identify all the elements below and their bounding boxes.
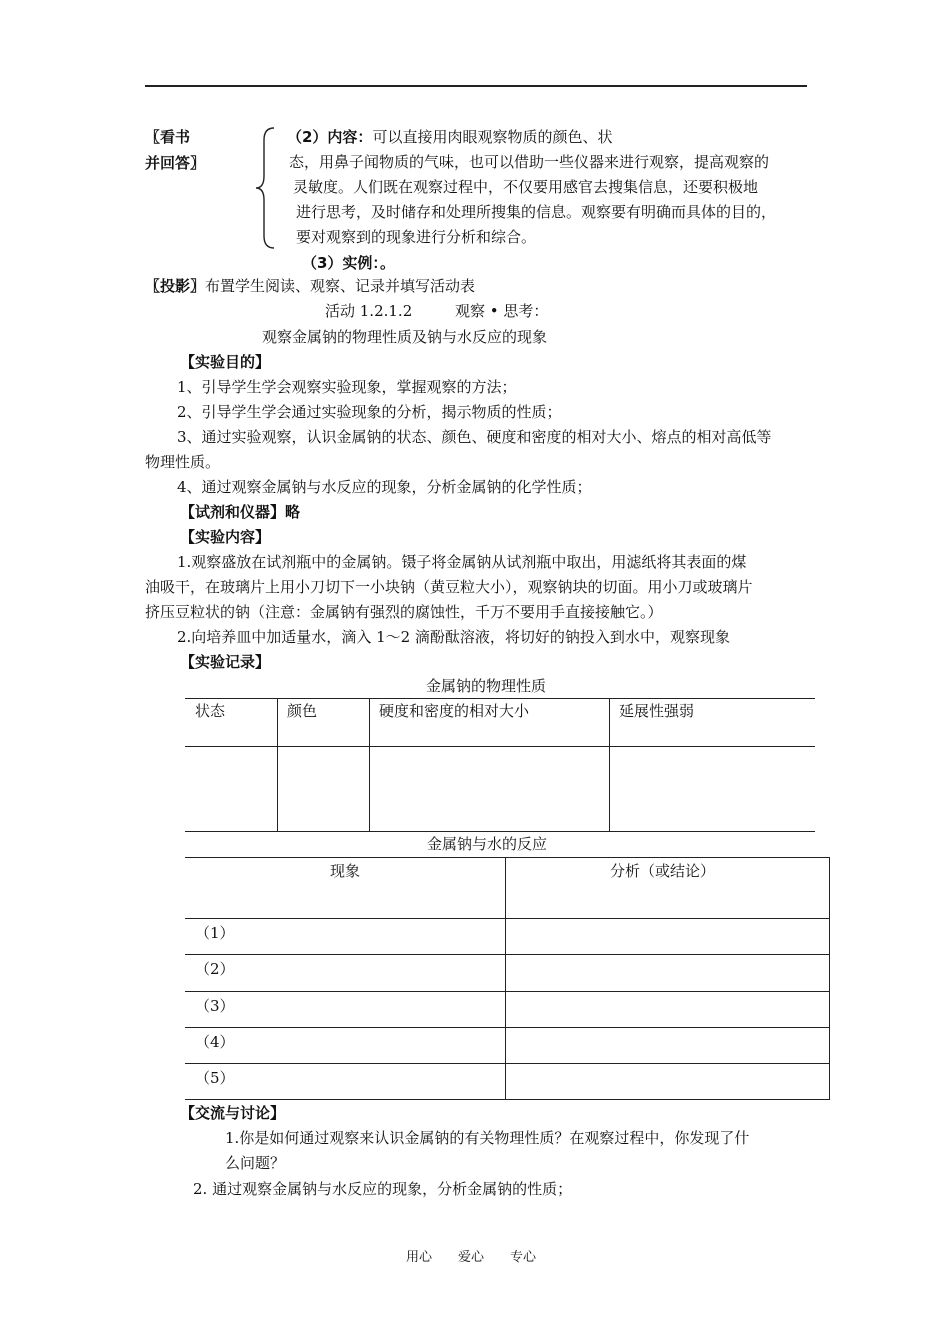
content-item-3: （3）实例：。 xyxy=(302,254,395,272)
activity-id: 活动 1.2.1.2 xyxy=(325,302,413,320)
content-item-2-label: （2）内容： xyxy=(287,128,373,146)
content-item-1a: 1.观察盛放在试剂瓶中的金属钠。镊子将金属钠从试剂瓶中取出，用滤纸将其表面的煤 xyxy=(177,553,747,571)
table1-cell-ductility[interactable] xyxy=(610,747,814,830)
purpose-item-3b: 物理性质。 xyxy=(145,453,221,471)
content-item-1c: 挤压豆粒状的钠（注意：金属钠有强烈的腐蚀性，千万不要用手直接接触它。） xyxy=(145,603,663,621)
content-item-2-line4: 进行思考，及时储存和处理所搜集的信息。观察要有明确而具体的目的， xyxy=(296,203,777,221)
table1-title: 金属钠的物理性质 xyxy=(426,677,547,695)
table2-header-analysis: 分析（或结论） xyxy=(610,862,716,880)
table2-row-label-2: （2） xyxy=(195,960,235,978)
discussion-question-1b: 么问题？ xyxy=(225,1154,286,1172)
content-item-2: 2.向培养皿中加适量水，滴入 1～2 滴酚酞溶液，将切好的钠投入到水中，观察现象 xyxy=(177,628,730,646)
purpose-item-1: 1、引导学生学会观察实验现象，掌握观察的方法； xyxy=(177,378,517,396)
table2-header-phenomenon: 现象 xyxy=(330,862,361,880)
projection-label: 〖投影〗 xyxy=(145,277,206,295)
content-item-1b: 油吸干，在玻璃片上用小刀切下一小块钠（黄豆粒大小），观察钠块的切面。用小刀或玻璃片 xyxy=(145,578,753,596)
table2-row-label-5: （5） xyxy=(195,1069,235,1087)
sidebar-label-line1: 〖看书 xyxy=(145,128,191,146)
left-brace xyxy=(252,126,278,250)
table1-header-color: 颜色 xyxy=(287,702,318,720)
table2-title: 金属钠与水的反应 xyxy=(427,835,548,853)
content-item-2-line2: 态，用鼻子闻物质的气味，也可以借助一些仪器来进行观察，提高观察的 xyxy=(289,153,770,171)
table1-header-ductility: 延展性强弱 xyxy=(619,702,695,720)
content-item-2-line3: 灵敏度。人们既在观察过程中，不仅要用感官去搜集信息，还要积极地 xyxy=(293,178,759,196)
table2-row-label-1: （1） xyxy=(195,924,235,942)
content-heading: 【实验内容】 xyxy=(180,528,271,546)
table1-cell-hardness-density[interactable] xyxy=(370,747,608,830)
projection-line xyxy=(145,279,475,294)
header-rule xyxy=(145,85,807,87)
discussion-question-2: 2. 通过观察金属钠与水反应的现象，分析金属钠的性质； xyxy=(193,1180,573,1198)
table1-cell-state[interactable] xyxy=(186,747,276,830)
table1-header-hardness-density: 硬度和密度的相对大小 xyxy=(379,702,530,720)
purpose-heading: 【实验目的】 xyxy=(180,353,271,371)
table2-row-label-3: （3） xyxy=(195,997,235,1015)
purpose-item-2: 2、引导学生学会通过实验现象的分析，揭示物质的性质； xyxy=(177,403,562,421)
purpose-item-4: 4、通过观察金属钠与水反应的现象，分析金属钠的化学性质； xyxy=(177,478,592,496)
content-item-2-text: 可以直接用肉眼观察物质的颜色、状 xyxy=(372,128,613,146)
record-heading: 【实验记录】 xyxy=(180,653,271,671)
discussion-heading: 【交流与讨论】 xyxy=(180,1104,286,1122)
table1-cell-color[interactable] xyxy=(278,747,368,830)
activity-title: 观察金属钠的物理性质及钠与水反应的现象 xyxy=(262,328,548,346)
purpose-item-3a: 3、通过实验观察，认识金属钠的状态、颜色、硬度和密度的相对大小、熔点的相对高低等 xyxy=(177,428,772,446)
content-item-2-line1 xyxy=(287,130,612,145)
discussion-question-1a: 1.你是如何通过观察来认识金属钠的有关物理性质？在观察过程中，你发现了什 xyxy=(225,1129,750,1147)
reagents-heading: 【试剂和仪器】略 xyxy=(180,503,301,521)
table2-row-label-4: （4） xyxy=(195,1033,235,1051)
footer-text: 用心 爱心 专心 xyxy=(406,1250,537,1265)
projection-text: 布置学生阅读、观察、记录并填写活动表 xyxy=(205,277,476,295)
activity-tag: 观察 • 思考： xyxy=(455,302,549,320)
content-item-2-line5: 要对观察到的现象进行分析和综合。 xyxy=(296,228,537,246)
sidebar-label-line2: 并回答〗 xyxy=(145,154,206,172)
table1-header-state: 状态 xyxy=(195,702,226,720)
